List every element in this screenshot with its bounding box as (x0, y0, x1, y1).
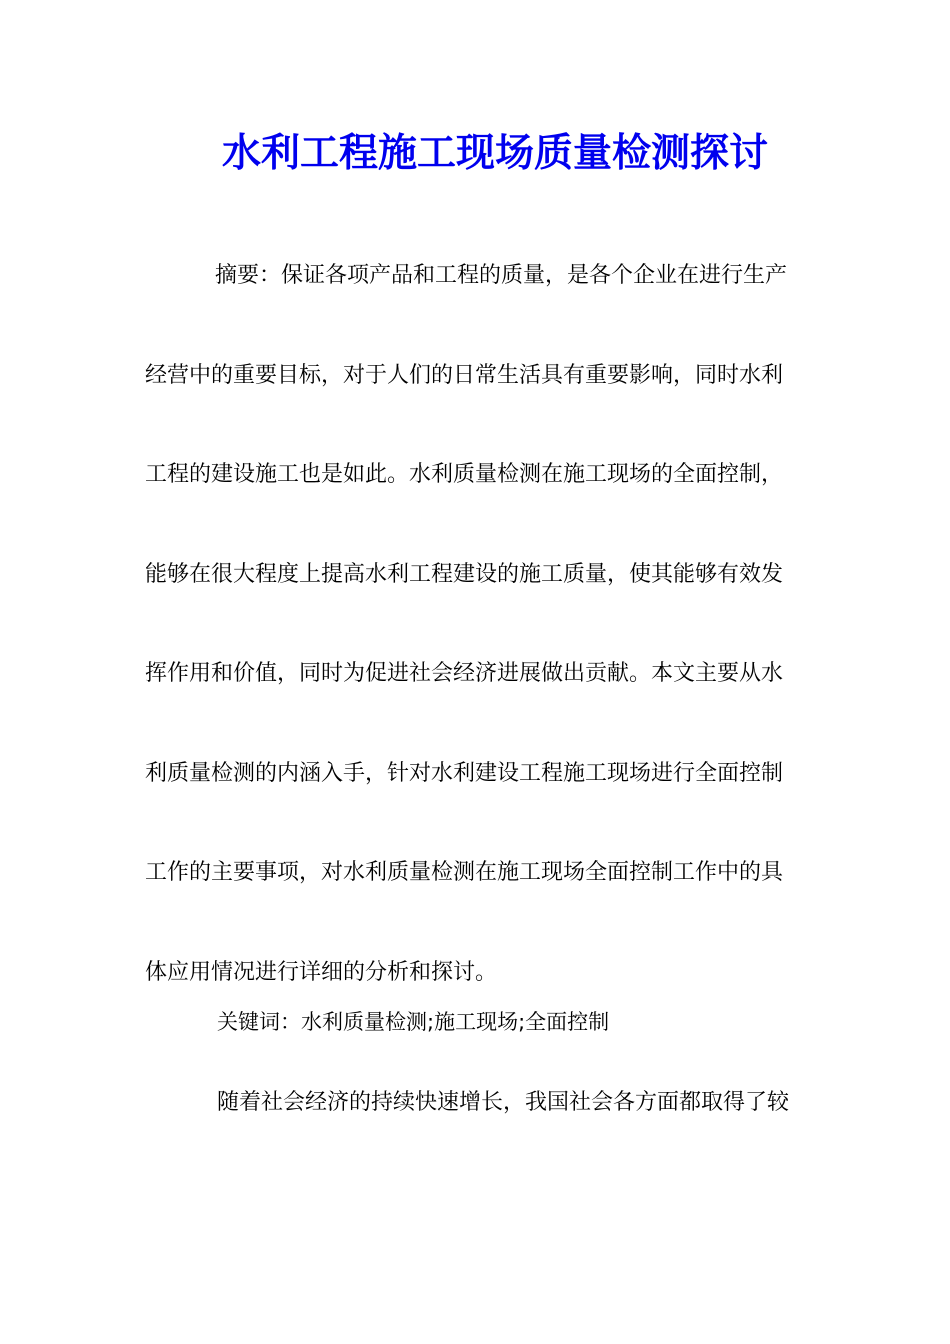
body-paragraph-first-line: 随着社会经济的持续快速增长，我国社会各方面都取得了较 (217, 1090, 790, 1115)
abstract-line: 挥作用和价值，同时为促进社会经济进展做出贡献。本文主要从水 (145, 661, 784, 686)
abstract-line: 摘要：保证各项产品和工程的质量，是各个企业在进行生产 (215, 263, 788, 288)
keywords-line: 关键词：水利质量检测;施工现场;全面控制 (217, 1010, 610, 1034)
abstract-line: 体应用情况进行详细的分析和探讨。 (145, 959, 498, 985)
abstract-line: 工程的建设施工也是如此。水利质量检测在施工现场的全面控制， (145, 462, 784, 487)
abstract-line: 利质量检测的内涵入手，针对水利建设工程施工现场进行全面控制 (145, 760, 784, 786)
document-title: 水利工程施工现场质量检测探讨 (221, 130, 768, 176)
abstract-line: 工作的主要事项，对水利质量检测在施工现场全面控制工作中的具 (145, 860, 784, 885)
abstract-paragraph (145, 226, 809, 1022)
abstract-line: 经营中的重要目标，对于人们的日常生活具有重要影响，同时水利 (145, 362, 784, 388)
abstract-line: 能够在很大程度上提高水利工程建设的施工质量，使其能够有效发 (145, 561, 784, 587)
